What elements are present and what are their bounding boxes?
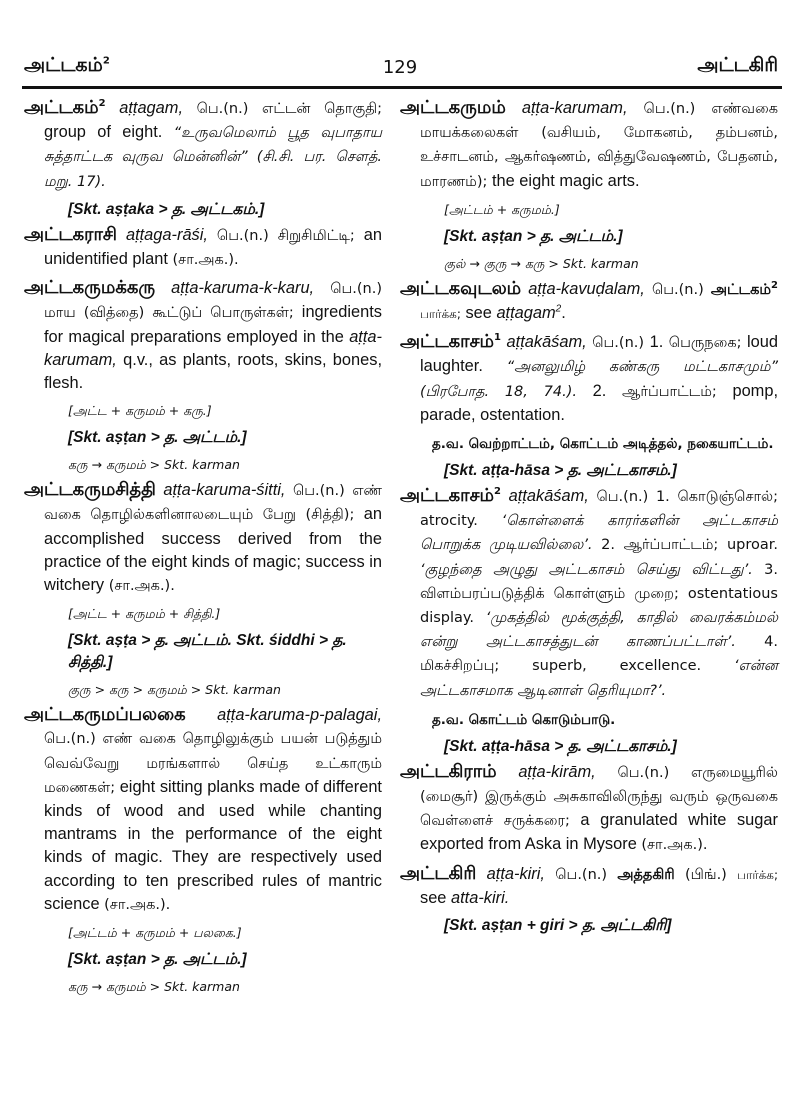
synonyms: த.வ. வெற்றாட்டம், கொட்டம் அடித்தல், நகையாட்டம். — [432, 436, 774, 453]
english-definition: a granulated white sugar exported from Aska in Mysore — [420, 811, 778, 854]
tamil-definition: எருமையூரில் (மைசூர்) இருக்கும் அசுகாவிலிருந்து வரும் ஒருவகை வெள்ளைச் சருக்கரை; — [420, 764, 778, 830]
transliteration: aṭṭa-kavuḍalam, — [528, 279, 645, 298]
transliteration: aṭṭaga-rāśi, — [125, 225, 208, 244]
etymology: கரு → கருமம் > Skt. karman — [68, 457, 240, 473]
entry-attakarumasitti — [24, 478, 382, 598]
etymology — [444, 915, 778, 937]
part-of-speech: பெ.(n.) — [44, 731, 96, 748]
sense-1: 1. கொடுஞ்சொல்; atrocity. — [420, 489, 778, 530]
headword: அட்டகருமம் — [400, 97, 506, 118]
source-reference: (சா.அக.). — [172, 252, 239, 269]
entry-attakasam-1 — [400, 330, 778, 427]
etymology: [அட்டம் + கருமம்.] — [444, 201, 560, 217]
entry-end: . — [561, 304, 566, 323]
etymology — [68, 949, 382, 971]
entry-attakarumam — [400, 96, 778, 194]
tamil-definition: எண் வகை தொழில்களினாலடையும் பேறு (சித்தி); — [44, 483, 382, 524]
etymology: [அட்ட + கருமம் + கரு.] — [68, 403, 212, 419]
english-definition-cont: q.v., as plants, roots, skins, bones, flesh. — [44, 350, 382, 393]
headword — [24, 97, 106, 118]
etymology: குரு > கரு > கருமம் > Skt. karman — [68, 682, 281, 698]
part-of-speech: பெ.(n.) — [216, 227, 269, 244]
headword: அட்டகருமசித்தி — [24, 479, 156, 501]
etymology: குல் → குரு → கரு > Skt. karman — [444, 255, 639, 271]
entry-attakarumakkaru — [24, 276, 382, 395]
tamil-definition: எண் வகை தொழிலுக்கும் பயன் படுத்தும் வெவ்வேறு மரங்களால் செய்த உட்காரும் மணைகள்; — [44, 731, 382, 796]
part-of-speech: பெ.(n.) — [196, 101, 249, 117]
etymology-text: [Skt. aṣṭaka > த. அட்டகம்.] — [68, 200, 265, 218]
source-reference: (சா.அக.). — [108, 578, 175, 595]
etymology — [444, 226, 778, 248]
etymology-text: [Skt. aṣṭa > த. அட்டம். Skt. śiddhi > த. சித்தி.] — [68, 632, 347, 672]
headword-text: அட்டகாசம் — [400, 331, 495, 353]
cross-reference-sup: 2 — [555, 303, 562, 315]
tamil-definition: எட்டன் தொகுதி; — [262, 101, 382, 117]
part-of-speech: பெ.(n.) — [330, 281, 382, 298]
transliteration: aṭṭakāśam, — [506, 333, 587, 352]
sense-number: 2. — [592, 381, 607, 400]
headword-sup: 2 — [494, 486, 501, 498]
example-4: ‘என்ன அட்டகாசமாக ஆடினாள் தெரியுமா?’. — [420, 658, 778, 699]
headword: அட்டகிராம் — [400, 760, 497, 782]
part-of-speech: பெ.(n.) — [643, 101, 696, 117]
tamil-definition: சிறுசிமிட்டி; — [277, 227, 355, 244]
sense-3: 3. விளம்பரப்படுத்திக் கொள்ளும் முறை; ostentatious display. — [420, 561, 778, 627]
see-headword-text: அட்டகம் — [710, 281, 772, 298]
source-reference: (சா.அக.). — [641, 837, 708, 854]
example-2: ‘குழந்தை அழுது அட்டகாசம் செய்து விட்டது’. — [420, 561, 753, 578]
etymology: கரு → கருமம் > Skt. karman — [68, 979, 240, 995]
english-definition: the eight magic arts. — [491, 171, 640, 190]
sense-number: 1. — [649, 333, 664, 352]
entry-attakasam-2 — [400, 484, 778, 703]
example-1: ‘கொள்ளைக் காரர்களின் அட்டகாசம் பொறுக்க முடியவில்லை’. — [420, 513, 778, 554]
part-of-speech: பெ.(n.) — [596, 489, 649, 506]
entry-attakiri — [400, 862, 778, 910]
etymology: [அட்டம் + கருமம் + பலகை.] — [68, 925, 242, 941]
part-of-speech: பெ.(n.) — [292, 483, 345, 500]
header-right-word: அட்டகிரி — [697, 54, 778, 76]
cross-reference-text: aṭṭagam — [496, 304, 556, 323]
part-of-speech: பெ.(n.) — [592, 335, 645, 352]
example-3: ‘முகத்தில் மூக்குத்தி, காதில் வைரக்கம்மல் என்று அட்டகாசத்துடன் காணப்பட்டாள்’. — [420, 610, 778, 651]
part-of-speech: பெ.(n.) — [651, 281, 704, 298]
part-of-speech: பெ.(n.) — [617, 764, 670, 781]
english-definition: loud laughter. — [420, 333, 779, 376]
transliteration: aṭṭa-karumam, — [521, 99, 628, 117]
etymology — [68, 630, 382, 674]
right-column — [400, 96, 778, 939]
see-headword — [710, 279, 778, 298]
entry-attagarasi — [24, 223, 382, 272]
transliteration: aṭṭagam, — [119, 99, 183, 117]
tamil-definition: மாய (வித்தை) கூட்டுப் பொருள்கள்; — [44, 305, 294, 322]
english-definition: eight sitting planks made of different kinds of wood and used while chanting mantrams in the performance of the eight kinds of magic. They are respectively used according to ten prescribed rules of mantric science — [44, 777, 382, 913]
tamil-definition: பெருநகை; — [668, 335, 742, 352]
headword: அட்டகருமக்கரு — [24, 277, 156, 299]
headword — [400, 485, 501, 506]
cross-reference: atta-kiri. — [451, 888, 510, 907]
transliteration: aṭṭa-kiri, — [486, 864, 545, 883]
headword-sup: 1 — [494, 332, 501, 344]
transliteration: aṭṭa-karuma-k-karu, — [171, 279, 315, 298]
etymology-text: [Skt. aṭṭa-hāsa > த. அட்டகாசம்.] — [444, 462, 677, 480]
citation-source: (பிரபோத. 18, 74.). — [420, 383, 577, 400]
see-word: பார்க்க; — [737, 867, 779, 882]
entry-attagam-2 — [24, 96, 382, 194]
etymology-text: [Skt. aṣṭan > த. அட்டம்.] — [68, 951, 247, 969]
sense-4: 4. மிகச்சிறப்பு; superb, excellence. — [420, 634, 778, 675]
see-headword-sup: 2 — [771, 279, 778, 291]
english-definition: group of eight. — [44, 123, 163, 142]
transliteration: aṭṭa-kirām, — [518, 762, 596, 781]
english-definition: an accomplished success derived from the practice of the eight kinds of magic; success in witchery — [44, 505, 382, 595]
transliteration: aṭṭakāśam, — [508, 487, 589, 506]
see-english: see — [420, 888, 447, 907]
english-definition: an unidentified plant — [44, 225, 382, 269]
synonyms: த.வ. கொட்டம் கொடும்பாடு. — [432, 711, 616, 728]
left-column — [24, 96, 382, 1000]
headword — [400, 331, 501, 352]
source-reference: (சா.அக.). — [104, 896, 171, 913]
headword: அட்டகராசி — [24, 223, 117, 245]
english-definition: pomp, parade, ostentation. — [420, 381, 779, 424]
source-reference: (பிங்.) — [684, 866, 727, 883]
headword: அட்டகிரி — [400, 862, 477, 884]
etymology-text: [Skt. aṣṭan > த. அட்டம்.] — [68, 429, 247, 447]
entry-attakarumappalagai — [24, 703, 382, 917]
part-of-speech: பெ.(n.) — [555, 866, 608, 883]
citation-quote: “அனலுமிழ் கண்கரு மட்டகாசமும்” — [506, 359, 778, 376]
see-english: see — [465, 304, 492, 323]
citation-quote: “உருவமெலாம் பூத வுபாதாய சுத்தாட்டக வுருவ மென்னின்” — [44, 125, 383, 166]
header-left-text: அட்டகம் — [24, 54, 103, 76]
headword-sup: 2 — [98, 98, 106, 109]
transliteration: aṭṭa-karuma-p-palagai, — [217, 706, 382, 725]
header-rule — [22, 86, 782, 89]
entry-attakiram — [400, 760, 778, 858]
cross-reference — [496, 304, 561, 322]
see-headword: அத்தகிரி — [617, 866, 675, 883]
cross-reference: aṭṭa-karumam, — [44, 327, 382, 369]
see-word: பார்க்க; — [420, 307, 461, 322]
english-definition: ingredients for magical preparations employed in the — [44, 303, 382, 346]
etymology-text: [Skt. aṭṭa-hāsa > த. அட்டகாசம்.] — [444, 737, 677, 755]
headword-text: அட்டகாசம் — [400, 485, 495, 507]
headword: அட்டகருமப்பலகை — [24, 704, 186, 726]
tamil-definition: ஆர்ப்பாட்டம்; — [622, 383, 717, 400]
etymology — [68, 199, 382, 221]
etymology — [68, 427, 382, 449]
entry-attakavudalam — [400, 277, 778, 326]
etymology — [444, 460, 778, 482]
tamil-definition: எண்வகை மாயக்கலைகள் (வசியம், மோகனம், தம்பனம், உச்சாடனம், ஆகர்ஷணம், வித்துவேஷணம், பேதனம், மாரணம்); — [420, 101, 778, 190]
etymology-text: [Skt. aṣṭan > த. அட்டம்.] — [444, 227, 623, 245]
headword-text: அட்டகம் — [24, 97, 99, 118]
transliteration: aṭṭa-karuma-śitti, — [163, 481, 286, 500]
etymology: [அட்ட + கருமம் + சித்தி.] — [68, 606, 221, 622]
header-left-sup: 2 — [102, 55, 110, 67]
etymology — [444, 736, 778, 758]
headword: அட்டகவுடலம் — [400, 277, 522, 299]
sense-2: 2. ஆர்ப்பாட்டம்; uproar. — [601, 537, 778, 554]
citation-source: (சி.சி. பர. சௌத். மறு. 17). — [44, 149, 382, 190]
page-number: 129 — [382, 57, 418, 78]
etymology-text: [Skt. aṣṭan + giri > த. அட்டகிரி] — [444, 917, 672, 935]
